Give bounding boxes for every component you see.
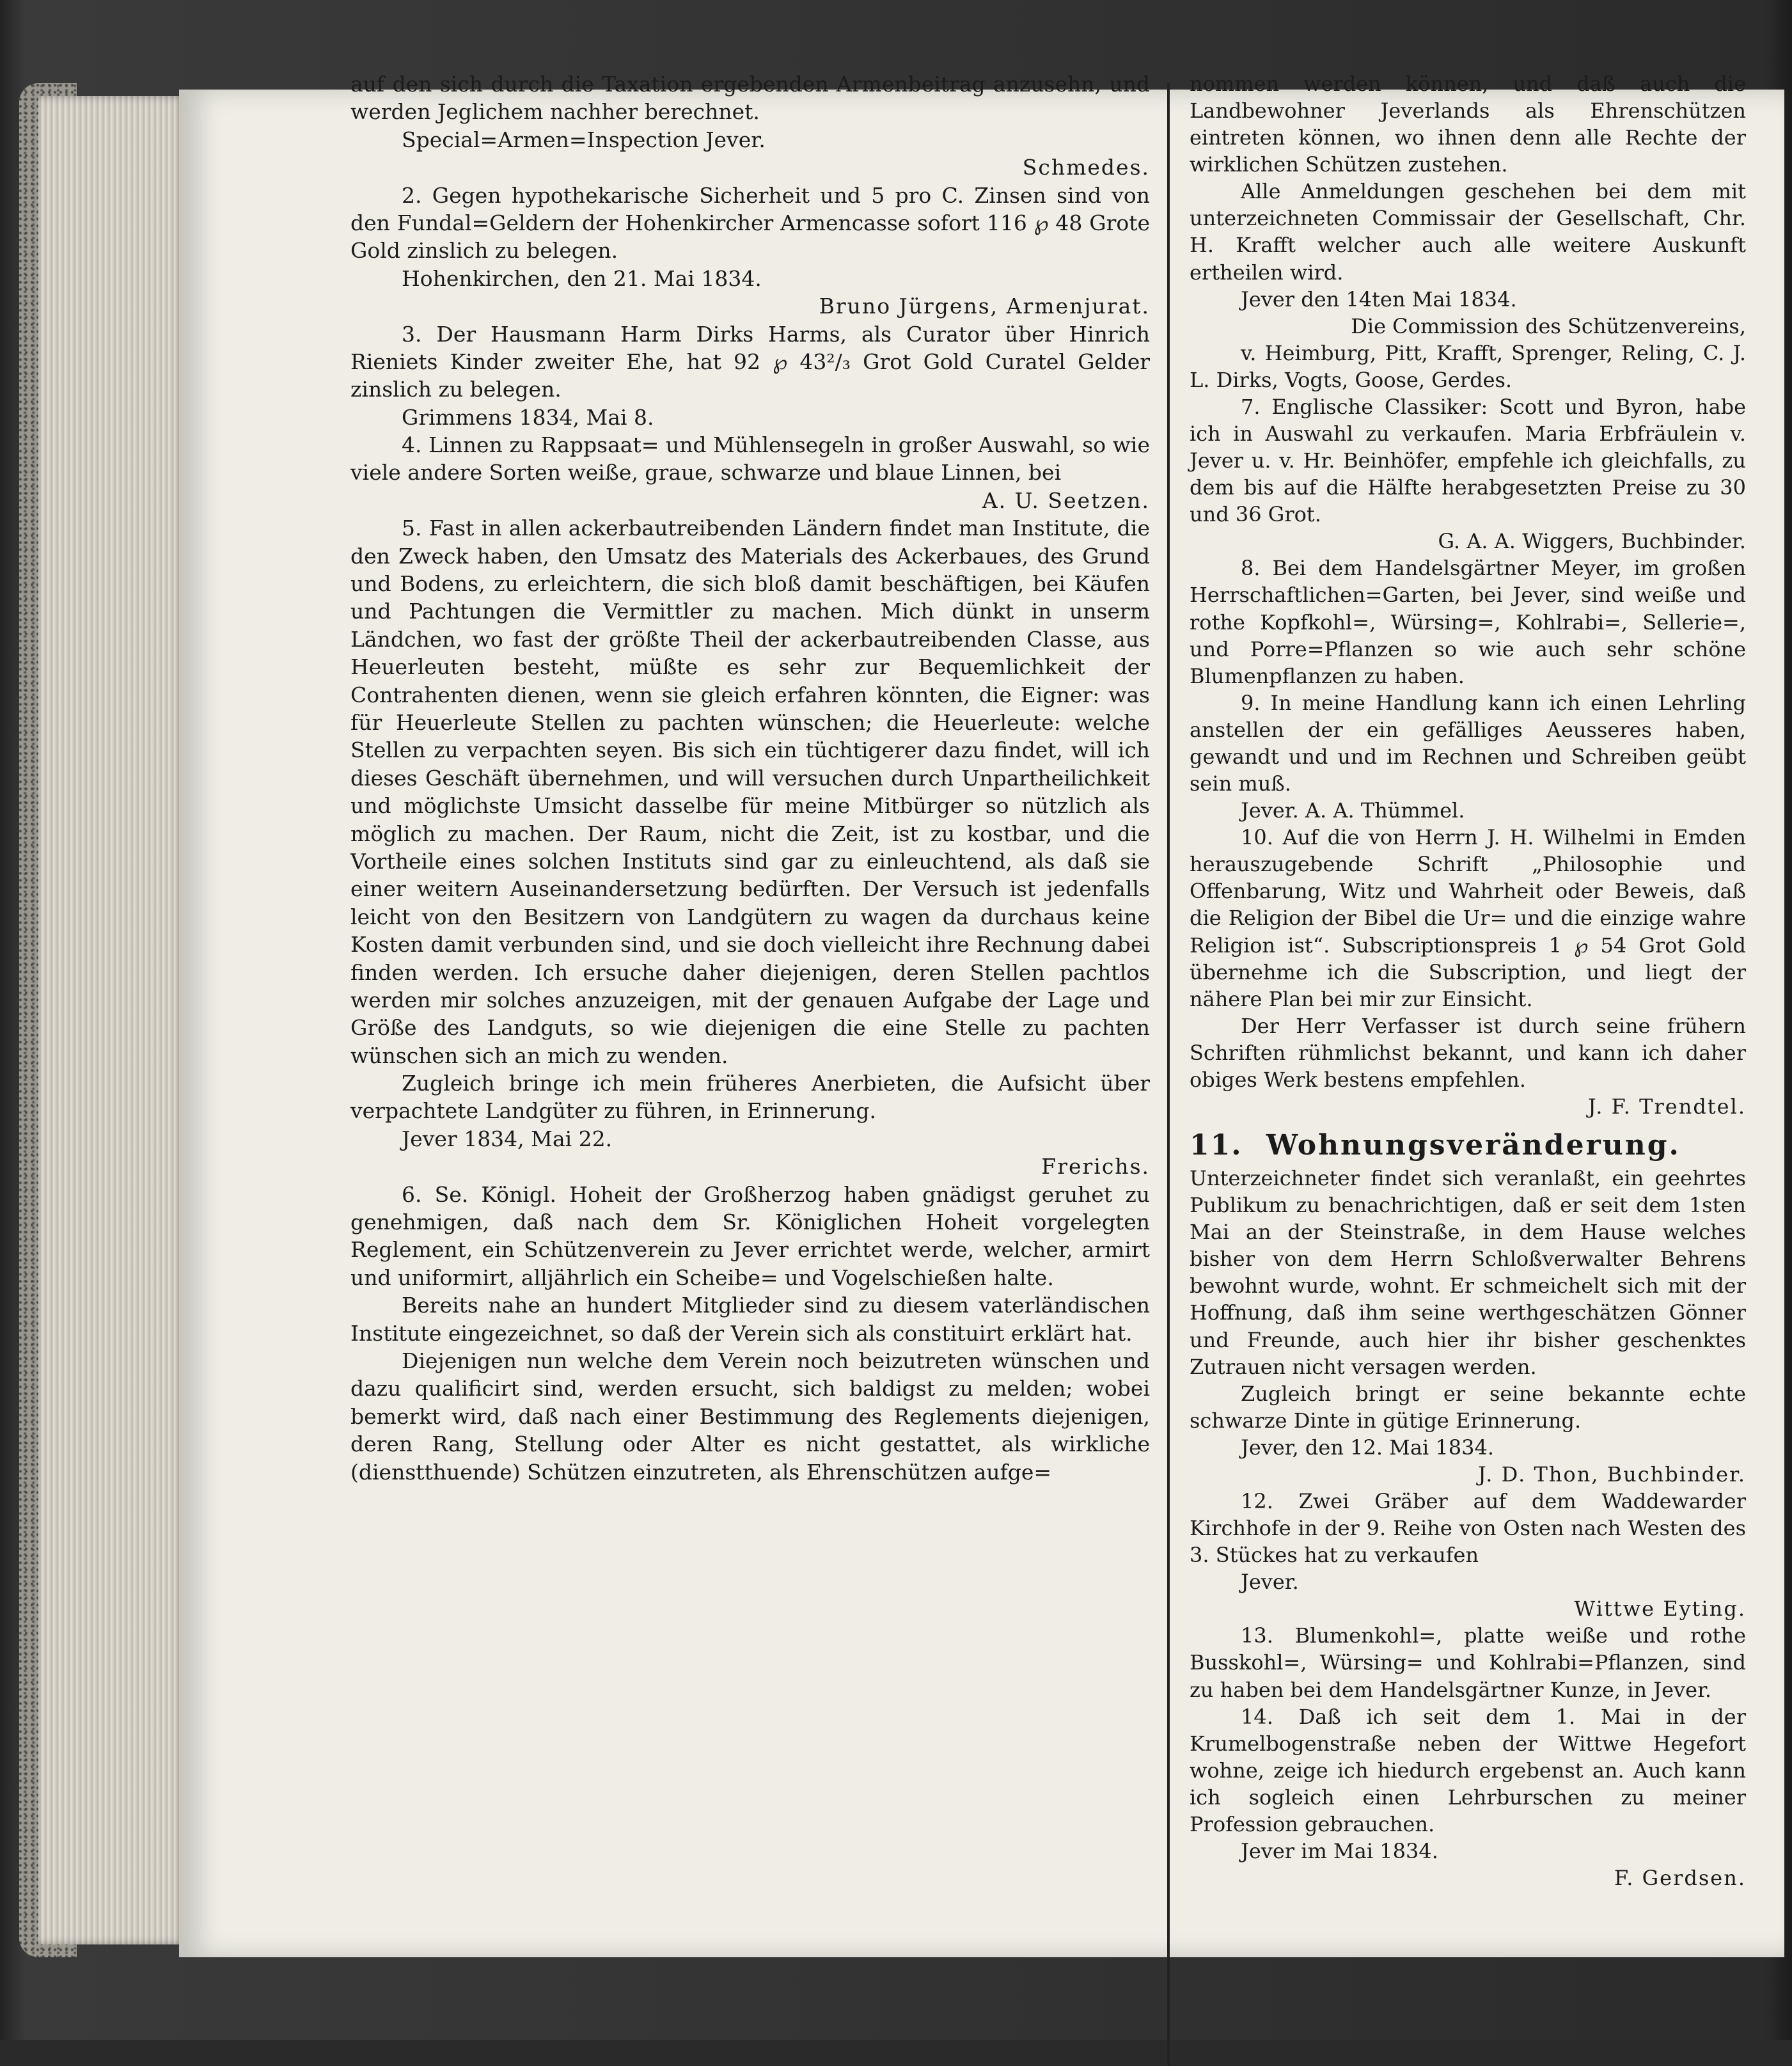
notice-paragraph: Jever im Mai 1834.: [1241, 1839, 1438, 1863]
notice-paragraph: Frerichs.: [1041, 1154, 1150, 1179]
notice-paragraph: G. A. A. Wiggers, Buchbinder.: [1438, 529, 1746, 554]
notice-paragraph: Jever 1834, Mai 22.: [402, 1126, 613, 1151]
notice-paragraph: Zugleich bringe ich mein früheres Anerbieten, die Aufsicht über verpachtete Landgüter zu führen, in Erinnerung.: [350, 1071, 1150, 1124]
notice-paragraph: Bereits nahe an hundert Mitglieder sind zu diesem vaterländischen Institute eingezeichnet, so daß der Verein sich als constituirt erklärt hat.: [350, 1293, 1150, 1346]
right-text-column: [1190, 70, 1746, 1891]
notice-paragraph: J. D. Thon, Buchbinder.: [1477, 1462, 1746, 1486]
notice-paragraph: 5. Fast in allen ackerbautreibenden Ländern findet man Institute, die den Zweck haben, den Umsatz des Materials des Ackerbaues, des Grund und Bodens, zu erleichtern, die sich bloß damit beschäftigen, bei Käufen und Pachtungen die Vermittler zu machen. Mich dünkt in unserm Ländchen, wo fast der größte Theil der ackerbautreibenden Classe, aus Heuerleuten besteht, müßte es sehr zur Bequemlichkeit der Contrahenten dienen, wenn sie gleich erfahren könnten, die Eigner: was für Heuerleute Stellen zu pachten wünschen; die Heuerleute: welche Stellen zu verpachten seyen. Bis sich ein tüchtigerer dazu findet, will ich dieses Geschäft übernehmen, und will versuchen durch Unpartheilichkeit und möglichste Umsicht dasselbe für meine Mitbürger so nützlich als möglich zu machen. Der Raum, nicht die Zeit, ist zu kostbar, und die Vortheile eines solchen Instituts sind gar zu einleuchtend, als daß sie einer weitern Auseinandersetzung bedürften. Der Versuch ist jedenfalls leicht von den Besitzern von Landgütern zu wagen da durchaus keine Kosten damit verbunden sind, und sie doch vielleicht ihre Rechnung dabei finden werden. Ich ersuche daher diejenigen, deren Stellen pachtlos werden mir solches anzuzeigen, mit der genauen Aufgabe der Lage und Größe des Landguts, so wie diejenigen die eine Stelle zu pachten wünschen sich an mich zu wenden.: [350, 516, 1150, 1068]
right-column-notices: [1190, 70, 1746, 1120]
notice-paragraph: A. U. Seetzen.: [982, 487, 1150, 513]
notice-paragraph: 14. Daß ich seit dem 1. Mai in der Krumelbogenstraße neben der Wittwe Hegefort wohne, zeige ich hiedurch ergebenst an. Auch kann ich sogleich einen Lehrburschen zu meiner Profession gebrauchen.: [1190, 1704, 1746, 1836]
notice-paragraph: Wittwe Eyting.: [1574, 1597, 1746, 1621]
notice-paragraph: Jever den 14ten Mai 1834.: [1241, 287, 1517, 311]
column-divider: [1167, 83, 1170, 2066]
notice-paragraph: Diejenigen nun welche dem Verein noch beizutreten wünschen und dazu qualificirt sind, werden ersucht, sich baldigst zu melden; wobei bemerkt wird, daß nach einer Bestimmung des Reglements diejenigen, deren Rang, Stellung oder Alter es nicht gestattet, als wirkliche (dienstthuende) Schützen einzutreten, als Ehrenschützen aufge=: [350, 1348, 1150, 1485]
notice-paragraph: Special=Armen=Inspection Jever.: [402, 127, 766, 152]
notice-paragraph: Jever. A. A. Thümmel.: [1241, 798, 1465, 823]
notice-paragraph: F. Gerdsen.: [1614, 1866, 1746, 1891]
notice-paragraph: 13. Blumenkohl=, platte weiße und rothe Busskohl=, Würsing= und Kohlrabi=Pflanzen, sind zu haben bei dem Handelsgärtner Kunze, in Jever.: [1190, 1623, 1746, 1702]
section-header: [1190, 1129, 1746, 1162]
notice-paragraph: 9. In meine Handlung kann ich einen Lehrling anstellen der ein gefälliges Aeusseres haben, gewandt und und im Rechnen und Schreiben geübt sein muß.: [1190, 690, 1746, 796]
notice-paragraph: Der Herr Verfasser ist durch seine frühern Schriften rühmlichst bekannt, und kann ich daher obiges Werk bestens empfehlen.: [1190, 1013, 1746, 1092]
notice-paragraph: Jever, den 12. Mai 1834.: [1241, 1435, 1495, 1460]
notice-paragraph: auf den sich durch die Taxation ergebenden Armenbeitrag anzusehn, und werden Jeglichem nachher berechnet.: [350, 72, 1150, 125]
notice-paragraph: 2. Gegen hypothekarische Sicherheit und 5 pro C. Zinsen sind von den Fundal=Geldern der Hohenkircher Armencasse sofort 116 ℘ 48 Grote Gold zinslich zu belegen.: [350, 182, 1150, 264]
notice-paragraph: Hohenkirchen, den 21. Mai 1834.: [402, 265, 762, 291]
notice-paragraph: Schmedes.: [1022, 155, 1150, 180]
notice-paragraph: J. F. Trendtel.: [1587, 1094, 1746, 1119]
right-column-notices-continued: [1190, 1165, 1746, 1891]
notice-paragraph: Bruno Jürgens, Armenjurat.: [819, 294, 1150, 319]
section-title: Wohnungsveränderung.: [1266, 1129, 1681, 1162]
left-text-column: [350, 70, 1150, 1486]
notice-paragraph: Jever.: [1241, 1570, 1299, 1595]
notice-paragraph: 4. Linnen zu Rappsaat= und Mühlensegeln in großer Auswahl, so wie viele andere Sorten weiße, graue, schwarze und blaue Linnen, bei: [350, 432, 1150, 485]
section-number: 11.: [1190, 1129, 1243, 1162]
notice-paragraph: 6. Se. Königl. Hoheit der Großherzog haben gnädigst geruhet zu genehmigen, daß nach dem Sr. Königlichen Hoheit vorgelegten Reglement, ein Schützenverein zu Jever errichtet werde, welcher, armirt und uniformirt, alljährlich ein Scheibe= und Vogelschießen halte.: [350, 1181, 1150, 1290]
notice-paragraph: 3. Der Hausmann Harm Dirks Harms, als Curator über Hinrich Rieniets Kinder zweiter Ehe, hat 92 ℘ 43²/₃ Grot Gold Curatel Gelder zinslich zu belegen.: [350, 321, 1150, 402]
notice-paragraph: 10. Auf die von Herrn J. H. Wilhelmi in Emden herauszugebende Schrift „Philosophie und Offenbarung, Witz und Wahrheit oder Beweis, daß die Religion der Bibel die Ur= und die einzige wahre Religion ist“. Subscriptionspreis 1 ℘ 54 Grot Gold übernehme ich die Subscription, und liegt der nähere Plan bei mir zur Einsicht.: [1190, 825, 1746, 1011]
notice-paragraph: v. Heimburg, Pitt, Krafft, Sprenger, Reling, C. J. L. Dirks, Vogts, Goose, Gerdes.: [1190, 340, 1746, 392]
notice-paragraph: Grimmens 1834, Mai 8.: [402, 404, 654, 430]
page-stack-edges: [38, 96, 185, 1944]
notice-paragraph: Die Commission des Schützenvereins,: [1351, 313, 1746, 338]
notice-paragraph: 12. Zwei Gräber auf dem Waddewarder Kirchhofe in der 9. Reihe von Osten nach Westen des 3. Stückes hat zu verkaufen: [1190, 1488, 1746, 1568]
notice-paragraph: 7. Englische Classiker: Scott und Byron, habe ich in Auswahl zu verkaufen. Maria Erbfräulein v. Jever u. v. Hr. Beinhöfer, empfehle ich gleichfalls, zu dem bis auf die Hälfte herabgesetzten Preise zu 30 und 36 Grot.: [1190, 394, 1746, 527]
notice-paragraph: 8. Bei dem Handelsgärtner Meyer, im großen Herrschaftlichen=Garten, bei Jever, sind weiße und rothe Kopfkohl=, Würsing=, Kohlrabi=, Sellerie=, und Porre=Pflanzen so wie auch sehr schöne Blumenpflanzen zu haben.: [1190, 556, 1746, 688]
notice-paragraph: Unterzeichneter findet sich veranlaßt, ein geehrtes Publikum zu benachrichtigen, daß er seit dem 1sten Mai an der Steinstraße, in dem Hause welches bisher von dem Herrn Schloßverwalter Behrens bewohnt wurde, wohnt. Er schmeichelt sich mit der Hoffnung, daß ihm seine werthgeschätzen Gönner und Freunde, auch hier ihr bisher geschenktes Zutrauen nicht versagen werden.: [1190, 1166, 1746, 1379]
notice-paragraph: nommen werden können, und daß auch die Landbewohner Jeverlands als Ehrenschützen eintreten können, wo ihnen denn alle Rechte der wirklichen Schützen zustehen.: [1190, 72, 1746, 177]
notice-paragraph: Zugleich bringt er seine bekannte echte schwarze Dinte in gütige Erinnerung.: [1190, 1381, 1746, 1433]
notice-paragraph: Alle Anmeldungen geschehen bei dem mit unterzeichneten Commissair der Gesellschaft, Chr. H. Krafft welcher auch alle weitere Auskunft ertheilen wird.: [1190, 179, 1746, 285]
